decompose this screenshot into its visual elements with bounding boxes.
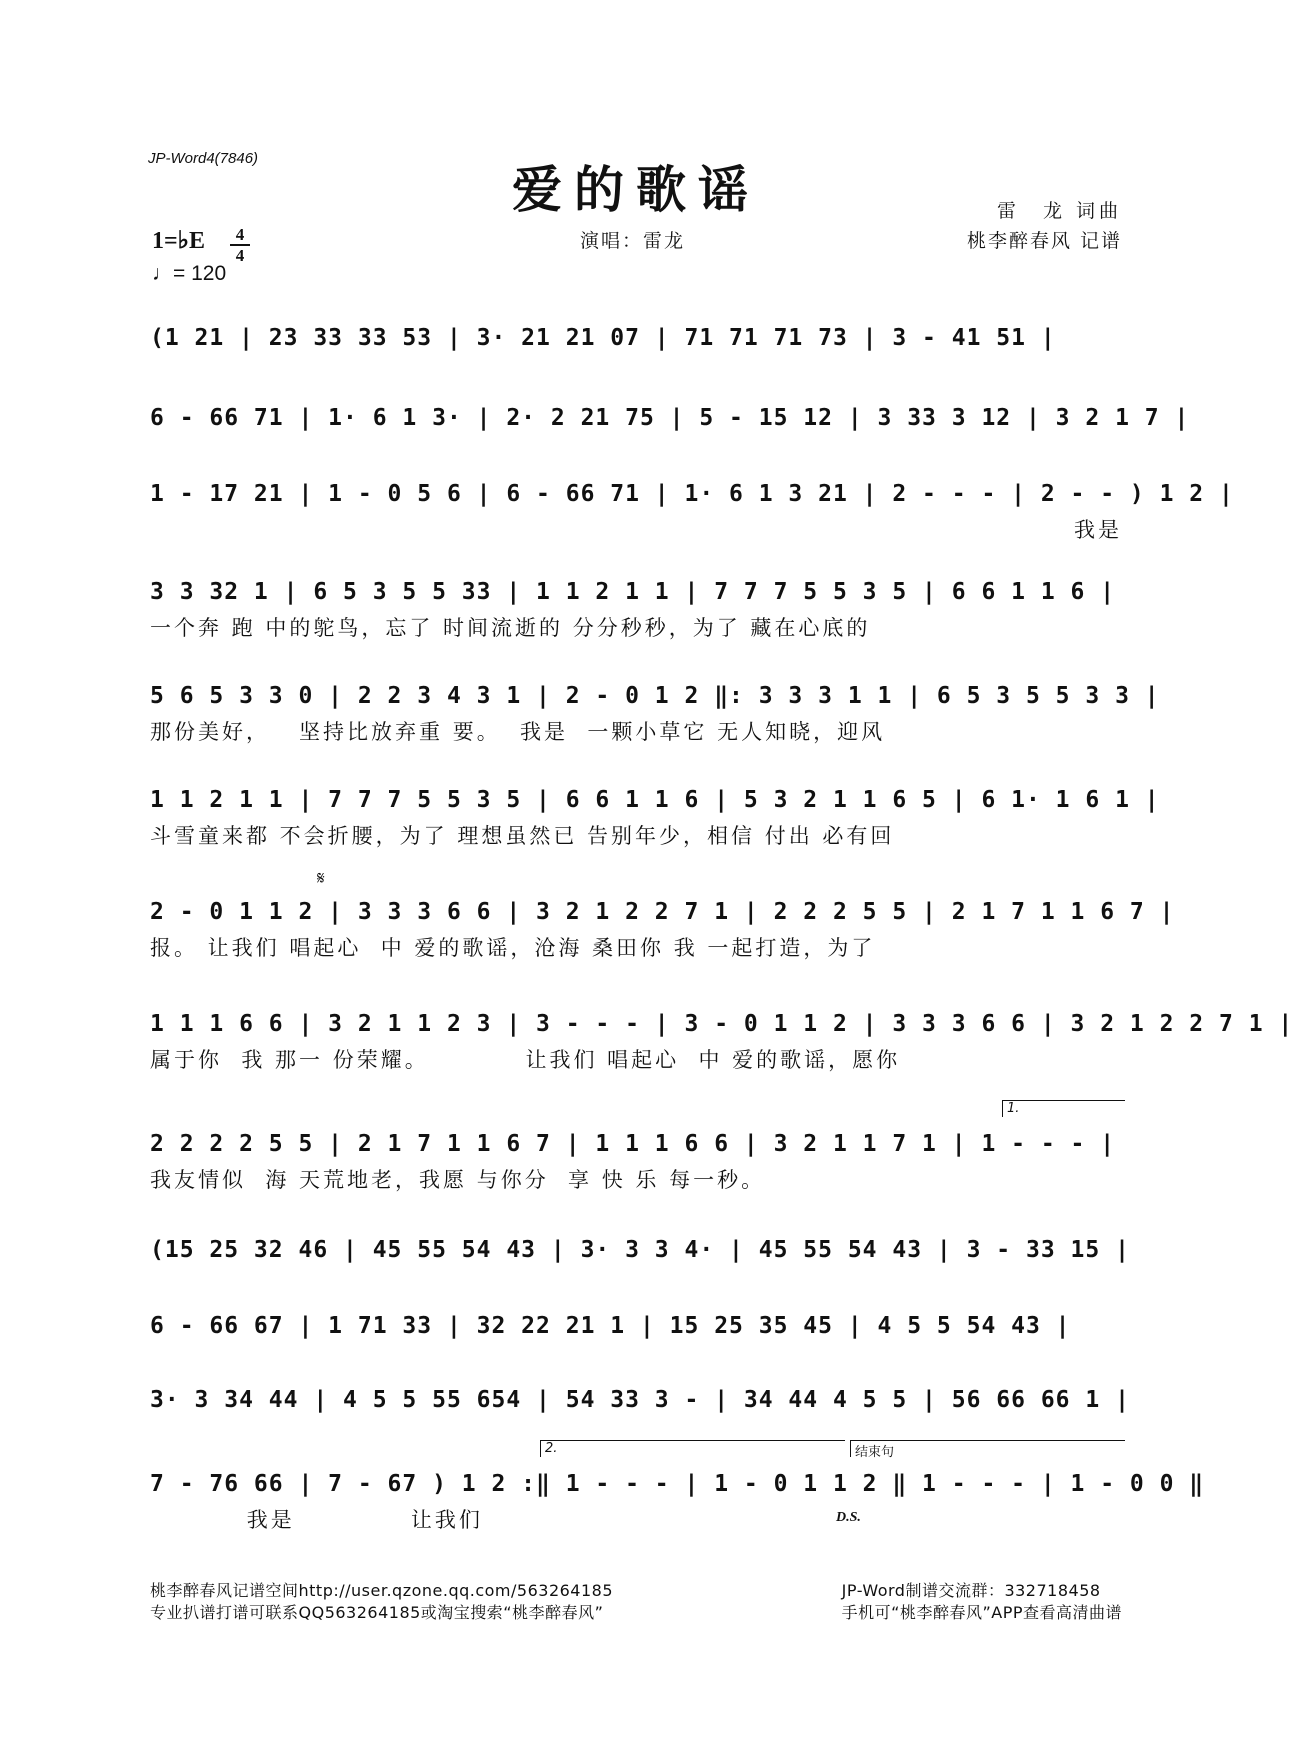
lyric-line: 我是 <box>1074 518 1122 542</box>
meter-bottom: 4 <box>235 246 245 265</box>
music-system <box>150 1464 1205 1538</box>
music-system <box>150 1004 1293 1078</box>
music-system <box>150 892 1175 966</box>
footer-right <box>842 1580 1122 1624</box>
music-system <box>150 318 1122 358</box>
music-system <box>150 1306 1122 1346</box>
lyric-line: 我是 让我们 <box>150 1508 483 1532</box>
music-system <box>150 1230 1130 1270</box>
notation-line: 1 - 17 21 | 1 - 0 5 6 | 6 - 66 71 | 1· 6 1 3 21 | 2 - - - | 2 - - ) 1 2 | <box>150 481 1234 507</box>
notation-credit: 桃李醉春风 记谱 <box>966 230 1122 252</box>
music-system <box>150 474 1234 548</box>
lyric-line: 属于你 我 那一 份荣耀。 让我们 唱起心 中 爱的歌谣，愿你 <box>150 1048 901 1072</box>
notation-line: 1 1 1 6 6 | 3 2 1 1 2 3 | 3 - - - | 3 - 0 1 1 2 | 3 3 3 6 6 | 3 2 1 2 2 7 1 | <box>150 1011 1293 1037</box>
notation-line: 2 2 2 2 5 5 | 2 1 7 1 1 6 7 | 1 1 1 6 6 | 3 2 1 1 7 1 | 1 - - - | <box>150 1131 1116 1157</box>
notation-line: 6 - 66 67 | 1 71 33 | 32 22 21 1 | 15 25 35 45 | 4 5 5 54 43 | <box>150 1313 1071 1339</box>
volta-bracket-1: 1. <box>1002 1100 1125 1117</box>
notation-line: 1 1 2 1 1 | 7 7 7 5 5 3 5 | 6 6 1 1 6 | 5 3 2 1 1 6 5 | 6 1· 1 6 1 | <box>150 787 1160 813</box>
notation-line: (15 25 32 46 | 45 55 54 43 | 3· 3 3 4· | 45 55 54 43 | 3 - 33 15 | <box>150 1237 1130 1263</box>
segno-sign: 𝄋 <box>317 868 325 889</box>
music-system <box>150 572 1122 646</box>
notation-line: (1 21 | 23 33 33 53 | 3· 21 21 07 | 71 71 71 73 | 3 - 41 51 | <box>150 325 1056 351</box>
volta-bracket-ending: 结束句 <box>850 1440 1125 1457</box>
lyric-line: 一个奔 跑 中的鸵鸟，忘了 时间流逝的 分分秒秒，为了 藏在心底的 <box>150 616 871 640</box>
song-title: 爱的歌谣 <box>512 160 760 219</box>
ds-marking: D.S. <box>836 1510 861 1525</box>
singer-credit: 演唱：雷龙 <box>580 230 686 252</box>
lyric-line: 我友情似 海 天荒地老，我愿 与你分 享 快 乐 每一秒。 <box>150 1168 766 1192</box>
lyric-line: 报。 让我们 唱起心 中 爱的歌谣，沧海 桑田你 我 一起打造，为了 <box>150 936 876 960</box>
software-label: JP-Word4(7846) <box>148 150 259 167</box>
notation-line: 6 - 66 71 | 1· 6 1 3· | 2· 2 21 75 | 5 - 15 12 | 3 33 3 12 | 3 2 1 7 | <box>150 405 1190 431</box>
music-system <box>150 1124 1122 1198</box>
composer-credit: 雷 龙 词曲 <box>996 200 1122 222</box>
footer-right-line-1: JP-Word制谱交流群：332718458 <box>841 1581 1101 1600</box>
notation-line: 3· 3 34 44 | 4 5 5 55 654 | 54 33 3 - | 34 44 4 5 5 | 56 66 66 1 | <box>150 1387 1130 1413</box>
key-signature: 1=♭E <box>152 228 206 254</box>
notation-line: 5 6 5 3 3 0 | 2 2 3 4 3 1 | 2 - 0 1 2 ‖: 3 3 3 1 1 | 6 5 3 5 5 3 3 | <box>150 683 1160 709</box>
footer-right-line-2: 手机可“桃李醉春风”APP查看高清曲谱 <box>841 1603 1122 1622</box>
lyric-line: 那份美好， 坚持比放弃重 要。 我是 一颗小草它 无人知晓，迎风 <box>150 720 886 744</box>
lyric-line: 斗雪童来都 不会折腰，为了 理想虽然已 告别年少，相信 付出 必有回 <box>150 824 895 848</box>
music-system <box>150 398 1190 438</box>
music-system <box>150 1380 1130 1420</box>
notation-line: 3 3 32 1 | 6 5 3 5 5 33 | 1 1 2 1 1 | 7 7 7 5 5 3 5 | 6 6 1 1 6 | <box>150 579 1116 605</box>
meter-top: 4 <box>235 225 245 244</box>
footer-left-line-1: 桃李醉春风记谱空间http://user.qzone.qq.com/563264185 <box>150 1581 614 1600</box>
notation-line: 7 - 76 66 | 7 - 67 ) 1 2 :‖ 1 - - - | 1 - 0 1 1 2 ‖ 1 - - - | 1 - 0 0 ‖ <box>150 1471 1205 1497</box>
tempo-marking: ♩= 120 <box>152 262 227 285</box>
footer-left <box>150 1580 613 1624</box>
footer-left-line-2: 专业扒谱打谱可联系QQ563264185或淘宝搜索“桃李醉春风” <box>150 1603 604 1622</box>
notation-line: 2 - 0 1 1 2 | 3 3 3 6 6 | 3 2 1 2 2 7 1 | 2 2 2 5 5 | 2 1 7 1 1 6 7 | <box>150 899 1175 925</box>
music-system <box>150 780 1160 854</box>
music-system <box>150 676 1160 750</box>
time-signature <box>230 226 250 264</box>
volta-bracket-2: 2. <box>540 1440 845 1457</box>
